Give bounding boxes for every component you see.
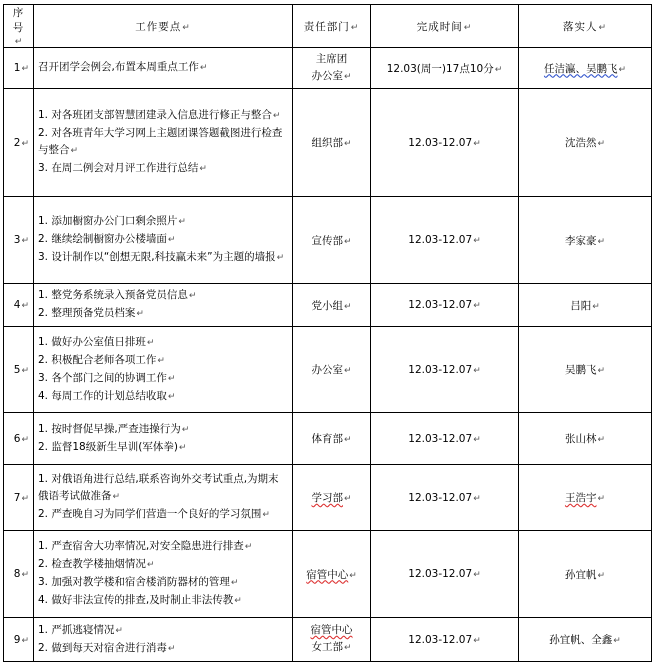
department-cell: 党小组↵ — [293, 284, 371, 327]
header-department: 责任部门↵ — [293, 5, 371, 48]
task-line: 4. 做好非法宣传的排查,及时制止非法传教↵ — [38, 594, 242, 606]
row-number: 3↵ — [4, 197, 34, 284]
row-number: 7↵ — [4, 465, 34, 531]
task-list — [34, 465, 293, 531]
task-line: 1. 对俄语角进行总结,联系咨询外交考试重点,为期末俄语考试做准备↵ — [38, 473, 279, 502]
completion-time-cell: 12.03-12.07↵ — [371, 531, 519, 618]
task-line: 4. 每周工作的计划总结收取↵ — [38, 389, 176, 402]
task-line: 2. 监督18级新生早训(军体拳)↵ — [38, 440, 187, 453]
department-cell: 宣传部↵ — [293, 197, 371, 284]
task-list — [34, 48, 293, 89]
row-number: 1↵ — [4, 48, 34, 89]
task-line: 1. 严查宿舍大功率情况,对安全隐患进行排查↵ — [38, 540, 253, 552]
task-list — [34, 89, 293, 197]
task-line: 1. 整党务系统录入预备党员信息↵ — [38, 289, 197, 301]
person-cell: 孙宜帆、全鑫↵ — [519, 618, 652, 662]
task-line: 1. 做好办公室值日排班↵ — [38, 335, 155, 348]
task-line: 3. 加强对教学楼和宿舍楼消防器材的管理↵ — [38, 576, 239, 588]
task-list — [34, 197, 293, 284]
table-row — [4, 618, 652, 662]
task-line: 3. 各个部门之间的协调工作↵ — [38, 371, 176, 384]
table-header-row — [4, 5, 652, 48]
task-line: 召开团学会例会,布置本周重点工作↵ — [38, 61, 208, 73]
task-line: 1. 严抓逃寝情况↵ — [38, 623, 123, 636]
department-cell: 办公室↵ — [293, 327, 371, 413]
department-cell: 体育部↵ — [293, 413, 371, 465]
table-row — [4, 465, 652, 531]
task-line: 3. 在周二例会对月评工作进行总结↵ — [38, 162, 207, 174]
table-row — [4, 89, 652, 197]
person-cell: 张山林↵ — [519, 413, 652, 465]
completion-time-cell: 12.03-12.07↵ — [371, 284, 519, 327]
row-number: 9↵ — [4, 618, 34, 662]
header-responsible-person: 落实人↵ — [519, 5, 652, 48]
table-row — [4, 197, 652, 284]
department-cell: 宿管中心 女工部↵ — [293, 618, 371, 662]
row-number: 6↵ — [4, 413, 34, 465]
department-cell: 主席团 办公室↵ — [293, 48, 371, 89]
completion-time-cell: 12.03-12.07↵ — [371, 197, 519, 284]
completion-time-cell: 12.03-12.07↵ — [371, 89, 519, 197]
completion-time-cell: 12.03-12.07↵ — [371, 327, 519, 413]
task-line: 1. 添加橱窗办公门口剩余照片↵ — [38, 215, 186, 227]
task-list — [34, 284, 293, 327]
task-list — [34, 413, 293, 465]
task-line: 2. 对各班青年大学习网上主题团课答题截图进行检查与整合↵ — [38, 127, 283, 156]
department-cell: 宿管中心↵ — [293, 531, 371, 618]
department-cell: 学习部↵ — [293, 465, 371, 531]
task-line: 2. 积极配合老师各项工作↵ — [38, 353, 165, 366]
row-number: 4↵ — [4, 284, 34, 327]
person-cell: 沈浩然↵ — [519, 89, 652, 197]
table-row — [4, 48, 652, 89]
task-list — [34, 327, 293, 413]
completion-time-cell: 12.03(周一)17点10分↵ — [371, 48, 519, 89]
person-cell: 李家豪↵ — [519, 197, 652, 284]
row-number: 5↵ — [4, 327, 34, 413]
person-cell: 吕阳↵ — [519, 284, 652, 327]
header-work-points: 工作要点↵ — [34, 5, 293, 48]
person-cell: 吴鹏飞↵ — [519, 327, 652, 413]
table-row — [4, 531, 652, 618]
table-row — [4, 327, 652, 413]
task-line: 3. 设计制作以“创想无限,科技赢未来”为主题的墙报↵ — [38, 251, 285, 263]
person-cell: 任洁瀛、吴鹏飞↵ — [519, 48, 652, 89]
table-row — [4, 284, 652, 327]
task-line: 2. 做到每天对宿舍进行消毒↵ — [38, 641, 176, 654]
work-plan-table — [3, 4, 652, 662]
task-line: 1. 按时督促早操,严查违操行为↵ — [38, 422, 190, 435]
person-cell: 孙宜帆↵ — [519, 531, 652, 618]
header-number: 序号↵ — [4, 5, 34, 48]
row-number: 2↵ — [4, 89, 34, 197]
task-line: 2. 整理预备党员档案↵ — [38, 307, 144, 319]
task-line: 2. 继续绘制橱窗办公楼墙面↵ — [38, 233, 176, 245]
task-line: 2. 检查教学楼抽烟情况↵ — [38, 558, 155, 570]
task-list — [34, 531, 293, 618]
row-number: 8↵ — [4, 531, 34, 618]
table-row — [4, 413, 652, 465]
completion-time-cell: 12.03-12.07↵ — [371, 413, 519, 465]
task-line: 2. 严查晚自习为同学们营造一个良好的学习氛围↵ — [38, 508, 270, 520]
header-completion-time: 完成时间↵ — [371, 5, 519, 48]
completion-time-cell: 12.03-12.07↵ — [371, 465, 519, 531]
department-cell: 组织部↵ — [293, 89, 371, 197]
person-cell: 王浩宇↵ — [519, 465, 652, 531]
task-list — [34, 618, 293, 662]
completion-time-cell: 12.03-12.07↵ — [371, 618, 519, 662]
task-line: 1. 对各班团支部智慧团建录入信息进行修正与整合↵ — [38, 109, 281, 121]
